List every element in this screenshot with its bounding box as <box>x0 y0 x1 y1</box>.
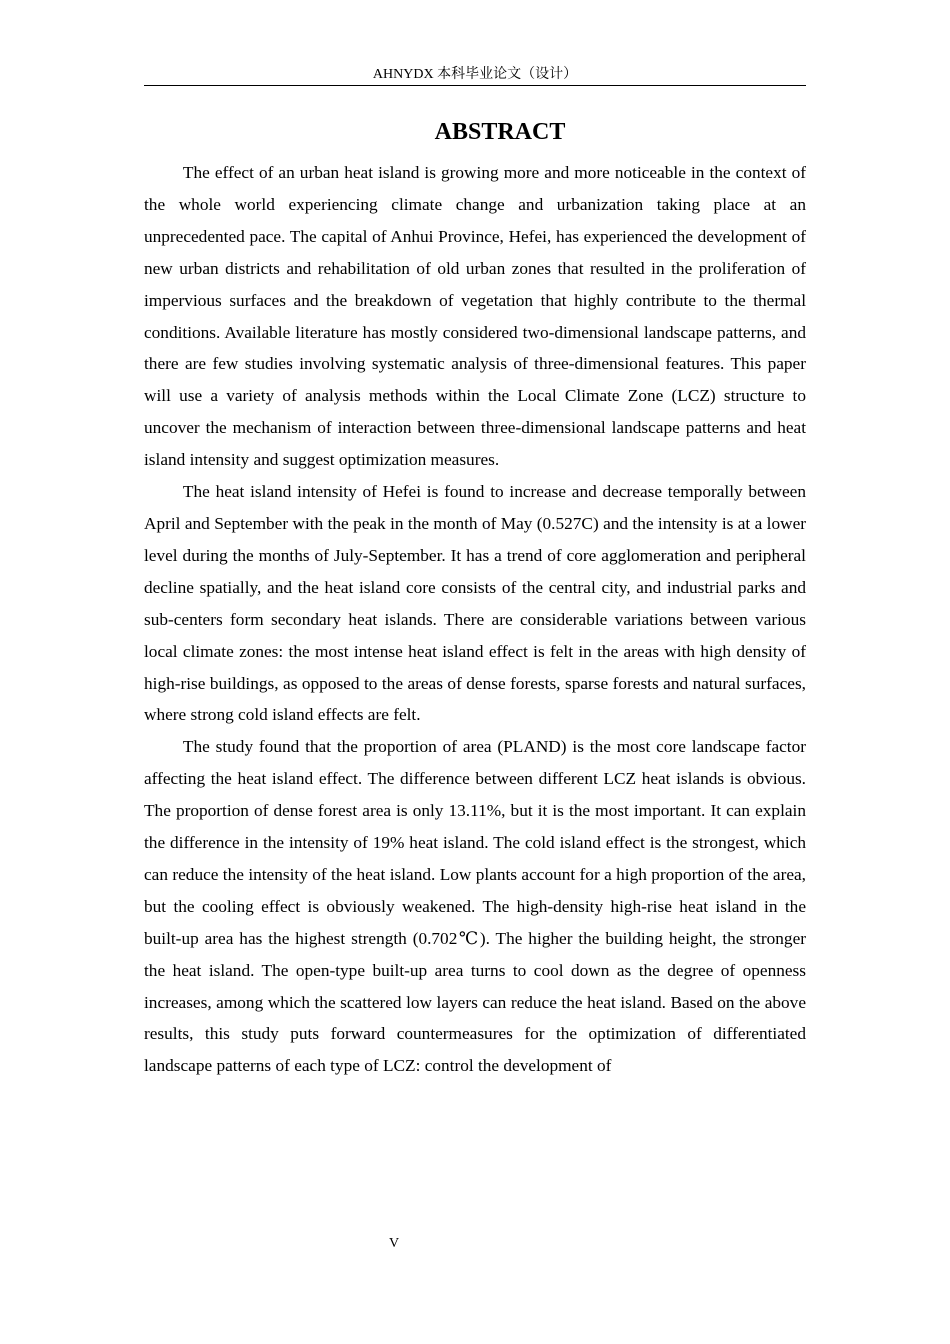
abstract-title: ABSTRACT <box>434 119 566 145</box>
abstract-paragraph-2: The heat island intensity of Hefei is found to increase and decrease temporally between April and September with the peak in the month of May (0.527C) and the intensity is at a lower level during the months of July-September. It has a trend of core agglomeration and peripheral decline spatially, and the heat island core consists of the central city, and industrial parks and sub-centers form secondary heat islands. There are considerable variations between various local climate zones: the most intense heat island effect is felt in the areas with high density of high-rise buildings, as opposed to the areas of dense forests, sparse forests and natural surfaces, where strong cold island effects are felt. <box>144 482 806 725</box>
running-header: AHNYDX 本科毕业论文（设计） <box>372 67 578 82</box>
header-rule <box>144 85 806 86</box>
page-number: V <box>388 1236 400 1251</box>
abstract-paragraph-1: The effect of an urban heat island is growing more and more noticeable in the context of the whole world experiencing climate change and urbanization taking place at an unprecedented pace. The capital of Anhui Province, Hefei, has experienced the development of new urban districts and rehabilitation of old urban zones that resulted in the proliferation of impervious surfaces and the breakdown of vegetation that highly contribute to the thermal conditions. Available literature has mostly considered two-dimensional landscape patterns, and there are few studies involving systematic analysis of three-dimensional features. This paper will use a variety of analysis methods within the Local Climate Zone (LCZ) structure to uncover the mechanism of interaction between three-dimensional landscape patterns and heat island intensity and suggest optimization measures. <box>144 163 806 470</box>
abstract-paragraph-3: The study found that the proportion of area (PLAND) is the most core landscape factor affecting the heat island effect. The difference between different LCZ heat islands is obvious. The proportion of dense forest area is only 13.11%, but it is the most important. It can explain the difference in the intensity of 19% heat island. The cold island effect is the strongest, which can reduce the intensity of the heat island. Low plants account for a high proportion of the area, but the cooling effect is obviously weakened. The high-density high-rise heat island in the built-up area has the highest strength (0.702℃). The higher the building height, the stronger the heat island. The open-type built-up area turns to cool down as the degree of openness increases, among which the scattered low layers can reduce the heat island. Based on the above results, this study puts forward countermeasures for the optimization of differentiated landscape patterns of each type of LCZ: control the development of <box>144 737 806 1076</box>
abstract-body <box>144 157 806 1082</box>
